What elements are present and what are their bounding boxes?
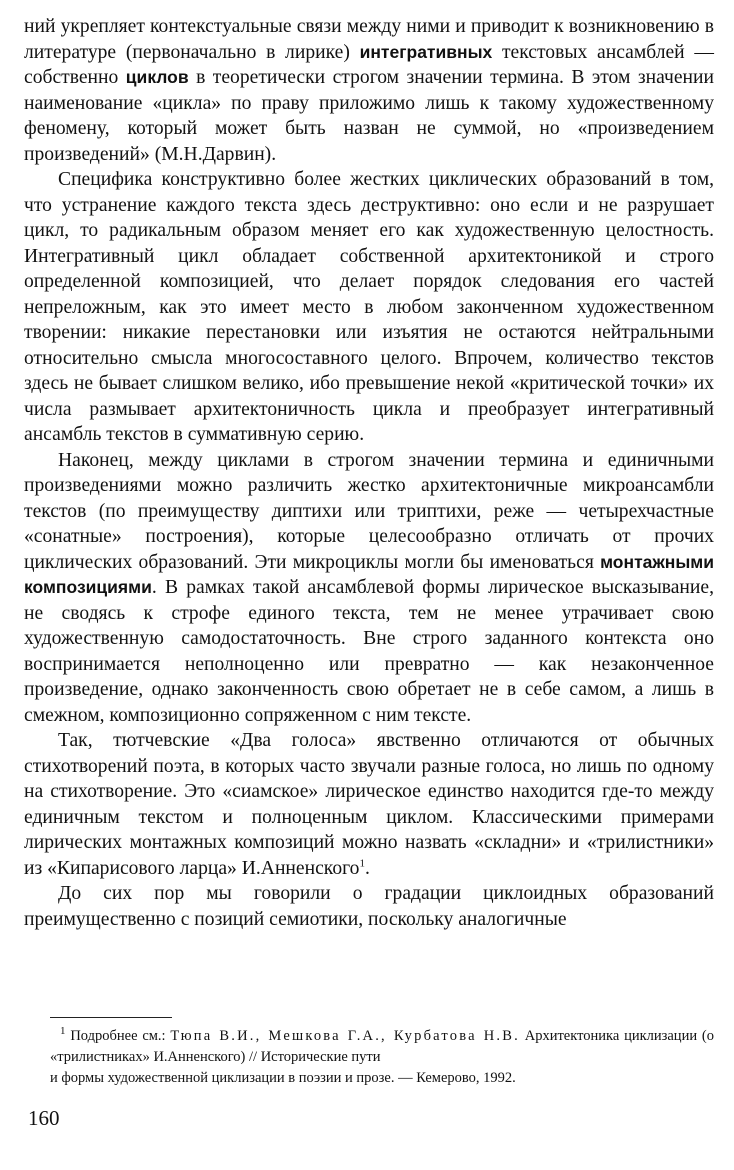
text-run: До сих пор мы говорили о градации циклоидных образований преимущественно с позиций семиотики, поскольку аналогичные [24,883,714,930]
text-run: . [364,857,370,879]
text-run: . В рамках такой ансамблевой формы лирическое высказывание, не сводясь к строфе единого текста, тем не менее утрачивает свою художественную самодостаточность. Вне строго заданного контекста оно воспринимается неполноценно или превратно — как незаконченное произведение, однако законченность свою обретает не в себе самом, а лишь в смежном, композиционно сопряженном с ним тексте. [24,577,714,726]
page-number: 160 [28,1106,60,1130]
footnote-separator [50,1017,172,1018]
book-page [24,0,714,1170]
text-run: в теоретически строгом значении термина. В этом значении наименование «цикла» по праву приложимо лишь к такому художественному феномену, который может быть назван не суммой, но «произведением произведений» (М.Н.Дарвин). [24,67,714,165]
text-run: Наконец, между циклами в строгом значении термина и единичными произведениями можно различить жестко архитектоничные микроансамбли текстов (по преимуществу диптихи или триптихи, реже — четырехчастные «сонатные» построения), которые целесообразно отличать от прочих циклических образований. Эти микроциклы могли бы именоваться [24,449,714,573]
paragraph [24,881,714,932]
paragraph [24,728,714,881]
footnote-line-2: и формы художественной циклизации в поэзии и прозе. — Кемерово, 1992. [50,1070,516,1086]
bold-term: интегративных [359,41,493,62]
footnote-reference: 1 [359,856,365,869]
footnote-marker: 1 [60,1025,66,1038]
main-text [24,14,714,932]
bold-term: монтажными композициями [24,551,714,597]
text-run: Так, тютчевские «Два голоса» явственно отличаются от обычных стихотворений поэта, в которых часто звучали разные голоса, но лишь по одному на стихотворение. Это «сиамское» лирическое единство находится где-то между единичным текстом и полноценным циклом. Классическими примерами лирических монтажных композиций можно назвать «складни» и «трилистники» из «Кипарисового ларца» И.Анненского [24,730,714,879]
paragraph [24,448,714,729]
footnote-line-1 [50,1026,714,1068]
footnote-authors: Тюпа В.И., Мешкова Г.А., Курбатова Н.В. [170,1028,520,1044]
footnote-title: Архитектоника циклизации (о «трилистниках» И.Анненского) // Исторические пути [50,1028,714,1065]
text-run: Специфика конструктивно более жестких циклических образований в том, что устранение каждого текста здесь деструктивно: оно если и не разрушает цикл, то радикальным образом меняет его как художественную целостность. Интегративный цикл обладает собственной архитектоникой и строго определенной композицией, что делает порядок следования его частей непреложным, как это имеет место в любом законченном художественном творении: никакие перестановки или изъятия не остаются нейтральными относительно смысла многосоставного целого. Впрочем, количество текстов здесь не бывает слишком велико, ибо превышение некой «критической точки» их числа размывает архитектоничность цикла и преобразует интегративный ансамбль текстов в суммативную серию. [24,169,714,445]
footnote-lead: Подробнее см.: [65,1028,171,1044]
footnote [50,1026,714,1089]
text-run: ний укрепляет контекстуальные связи между ними и приводит к возникновению в литературе (первоначально в лирике) [24,16,714,63]
text-run: текстовых ансамблей — собственно [24,41,714,88]
bold-term: циклов [125,67,189,87]
paragraph [24,14,714,167]
paragraph [24,167,714,448]
